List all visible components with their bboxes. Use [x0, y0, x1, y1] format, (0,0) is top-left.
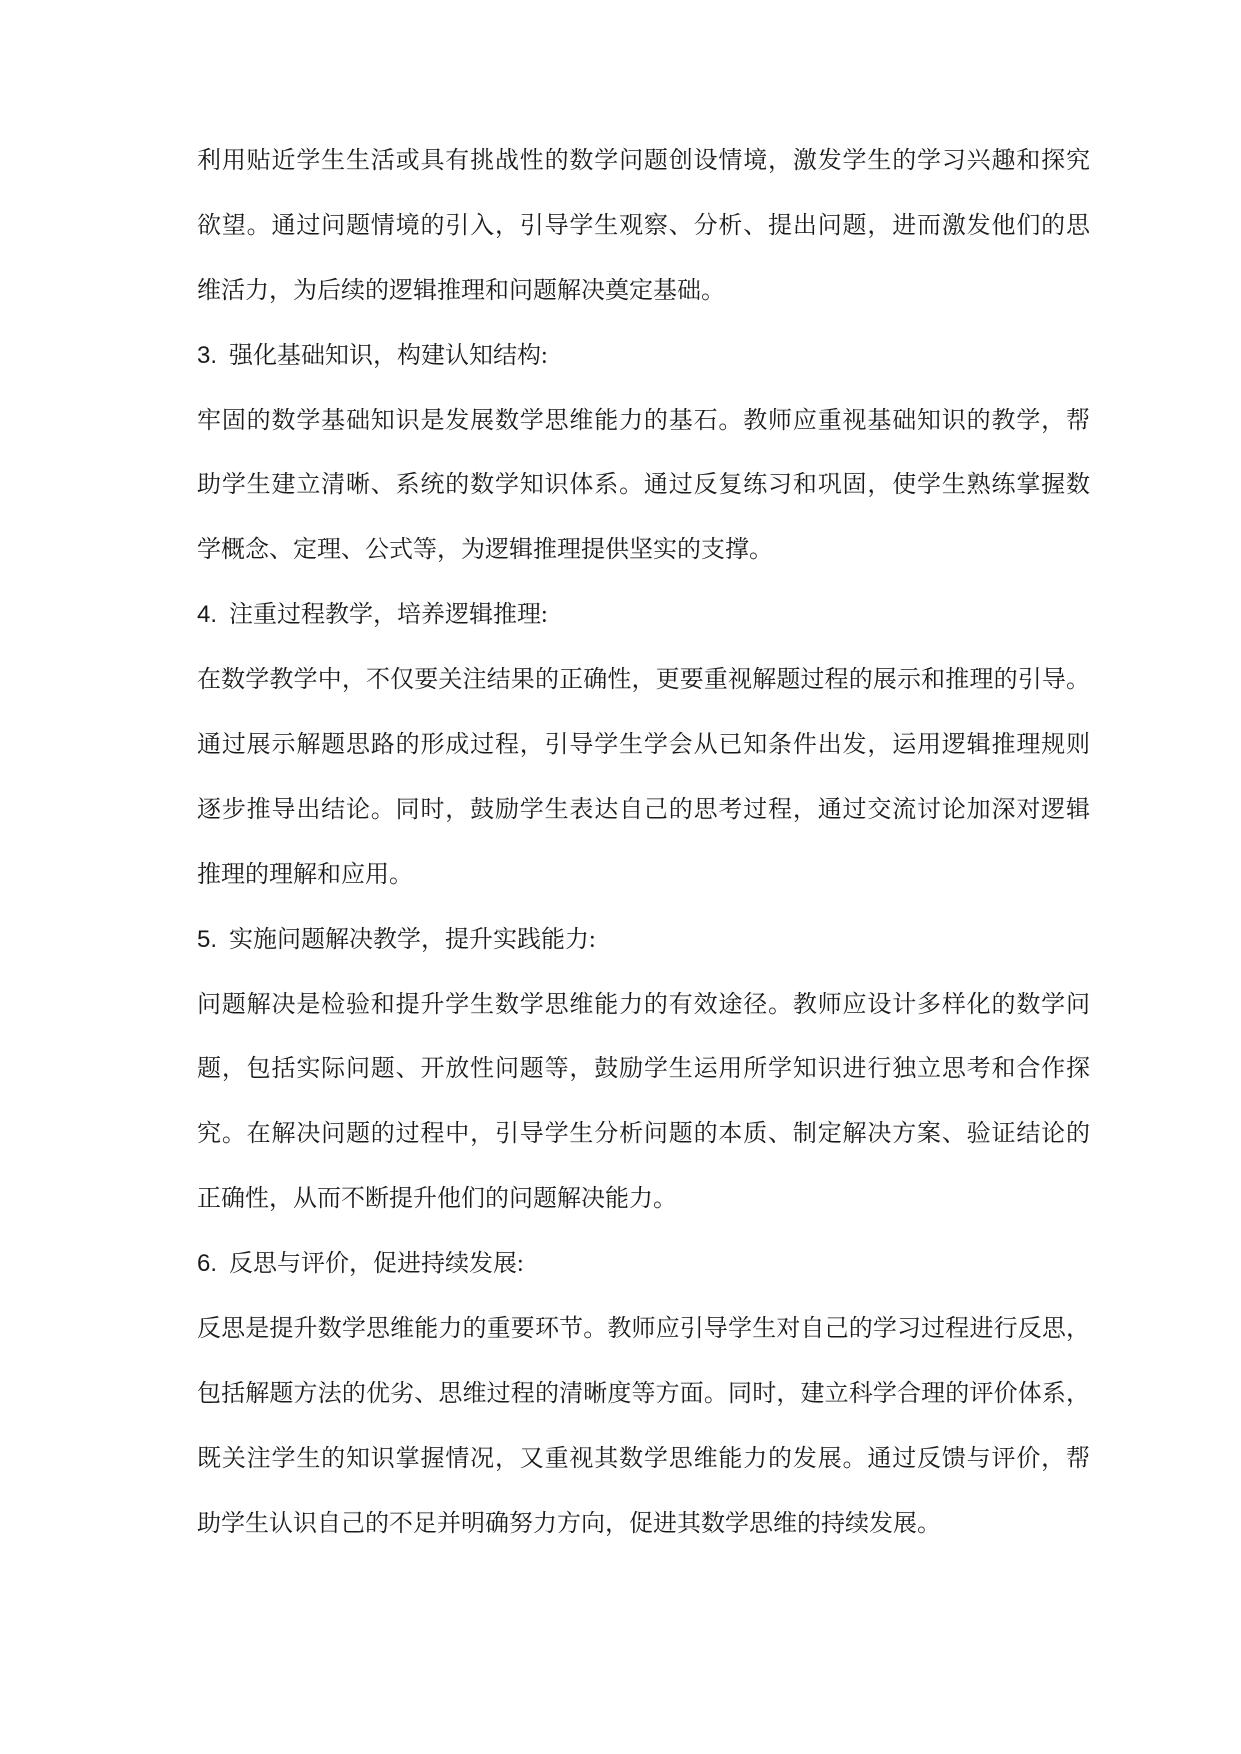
text-line: 反思是提升数学思维能力的重要环节。教师应引导学生对自己的学习过程进行反思，: [197, 1316, 1090, 1343]
text-line: 维活力，为后续的逻辑推理和问题解决奠定基础。: [197, 277, 725, 304]
document-text-block: [197, 129, 1090, 1557]
heading-text: 实施问题解决教学，提升实践能力:: [229, 926, 596, 953]
section-heading: [197, 583, 1090, 648]
heading-number: 6.: [197, 1250, 218, 1278]
text-line: 逐步推导出结论。同时，鼓励学生表达自己的思考过程，通过交流讨论加深对逻辑: [197, 796, 1090, 823]
heading-number: 5.: [197, 925, 218, 953]
section-heading: [197, 1232, 1090, 1297]
heading-number: 4.: [197, 601, 218, 629]
text-line: 题，包括实际问题、开放性问题等，鼓励学生运用所学知识进行独立思考和合作探: [197, 1056, 1090, 1083]
text-line: 究。在解决问题的过程中，引导学生分析问题的本质、制定解决方案、验证结论的: [197, 1121, 1090, 1148]
section-heading: [197, 324, 1090, 389]
text-line: 欲望。通过问题情境的引入，引导学生观察、分析、提出问题，进而激发他们的思: [197, 212, 1090, 239]
text-line: 学概念、定理、公式等，为逻辑推理提供坚实的支撑。: [197, 537, 773, 564]
text-line: 问题解决是检验和提升学生数学思维能力的有效途径。教师应设计多样化的数学问: [197, 991, 1090, 1018]
text-line: 利用贴近学生生活或具有挑战性的数学问题创设情境，激发学生的学习兴趣和探究: [197, 148, 1090, 174]
text-line: 包括解题方法的优劣、思维过程的清晰度等方面。同时，建立科学合理的评价体系，: [197, 1380, 1090, 1407]
text-line: 在数学教学中，不仅要关注结果的正确性，更要重视解题过程的展示和推理的引导。: [197, 667, 1090, 694]
text-line: 通过展示解题思路的形成过程，引导学生学会从已知条件出发，运用逻辑推理规则: [197, 732, 1090, 759]
text-line: 推理的理解和应用。: [197, 861, 413, 888]
section-heading: [197, 908, 1090, 973]
text-line: 助学生建立清晰、系统的数学知识体系。通过反复练习和巩固，使学生熟练掌握数: [197, 472, 1090, 499]
text-line: 正确性，从而不断提升他们的问题解决能力。: [197, 1186, 677, 1213]
text-line: 助学生认识自己的不足并明确努力方向，促进其数学思维的持续发展。: [197, 1510, 941, 1537]
heading-number: 3.: [197, 341, 218, 369]
heading-text: 强化基础知识，构建认知结构:: [229, 342, 548, 369]
heading-text: 反思与评价，促进持续发展:: [229, 1251, 524, 1278]
text-line: 既关注学生的知识掌握情况，又重视其数学思维能力的发展。通过反馈与评价，帮: [197, 1445, 1090, 1472]
heading-text: 注重过程教学，培养逻辑推理:: [229, 602, 548, 629]
text-line: 牢固的数学基础知识是发展数学思维能力的基石。教师应重视基础知识的教学，帮: [197, 407, 1090, 434]
